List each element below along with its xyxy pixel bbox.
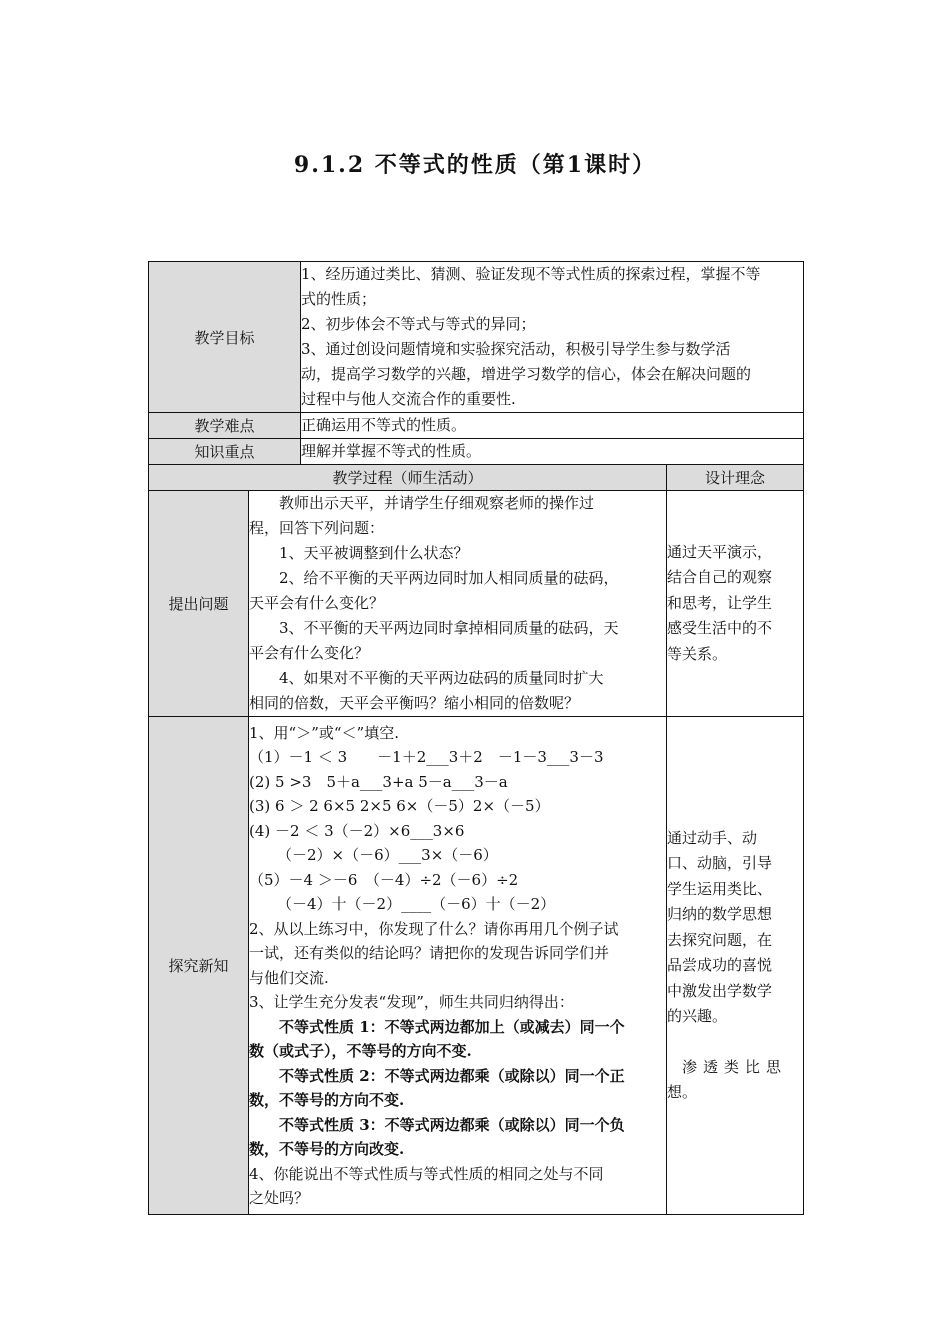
question-line: 教师出示天平，并请学生仔细观察老师的操作过 xyxy=(279,494,595,512)
idea-line: 品尝成功的喜悦 xyxy=(667,956,773,974)
process-header: 教学过程（师生活动） xyxy=(149,465,667,491)
property-line: 数，不等号的方向改变. xyxy=(249,1140,405,1158)
idea-line: 渗透类比思 xyxy=(682,1057,788,1076)
objective-line: 式的性质； xyxy=(301,290,377,308)
idea-line: 通过动手、动 xyxy=(667,828,758,847)
lesson-plan-table xyxy=(148,261,804,1215)
idea-line: 想。 xyxy=(667,1083,698,1101)
page-title: 9.1.2 不等式的性质（第1课时） xyxy=(293,152,657,178)
keypoint-row xyxy=(149,439,804,465)
difficulty-label: 教学难点 xyxy=(149,413,301,439)
keypoint-label: 知识重点 xyxy=(149,439,301,465)
idea-line: 通过天平演示， xyxy=(667,542,773,561)
section-content-questions xyxy=(249,491,667,717)
idea-line: 中激发出学数学 xyxy=(667,981,773,1000)
question-line: 2、给不平衡的天平两边同时加人相同质量的砝码， xyxy=(279,569,619,587)
objective-line: 2、初步体会不等式与等式的异同； xyxy=(301,315,536,333)
explore-line: 之处吗？ xyxy=(249,1189,310,1207)
objective-line: 过程中与他人交流合作的重要性. xyxy=(301,390,516,408)
explore-line: 与他们交流. xyxy=(249,968,329,987)
property-line: 数，不等号的方向不变. xyxy=(249,1091,405,1109)
idea-spacer xyxy=(667,1030,803,1055)
explore-line: (2) 5 >3 5＋a___3+a 5－a___3－a xyxy=(249,772,508,791)
property-line: 不等式性质 2：不等式两边都乘（或除以）同一个正 xyxy=(279,1066,625,1085)
difficulty-row xyxy=(149,413,804,439)
objectives-label: 教学目标 xyxy=(149,262,301,413)
question-line: 程，回答下列问题： xyxy=(249,519,385,537)
idea-line: 归纳的数学思想 xyxy=(667,905,773,923)
question-line: 天平会有什么变化？ xyxy=(249,594,385,612)
keypoint-text: 理解并掌握不等式的性质。 xyxy=(301,439,804,465)
idea-line: 和思考，让学生 xyxy=(667,593,773,612)
explore-line: (4) －2 ＜ 3（－2）×6___3×6 xyxy=(249,821,465,840)
idea-line: 口、动脑，引导 xyxy=(667,854,773,872)
explore-line: （5）－4 ＞－6 （－4）÷2（－6）÷2 xyxy=(249,870,519,889)
process-header-row xyxy=(149,465,804,491)
section-row-explore xyxy=(149,717,804,1215)
question-line: 相同的倍数，天平会平衡吗？缩小相同的倍数呢？ xyxy=(249,694,580,712)
objective-line: 1、经历通过类比、猜测、验证发现不等式性质的探索过程，掌握不等 xyxy=(301,265,761,283)
section-row-questions xyxy=(149,491,804,717)
explore-line: （－2）×（－6）___3×（－6） xyxy=(277,846,498,864)
explore-line: 一试，还有类似的结论吗？请把你的发现告诉同学们并 xyxy=(249,944,610,962)
objective-line: 动，提高学习数学的兴趣，增进学习数学的信心，体会在解决问题的 xyxy=(301,365,752,383)
section-content-explore xyxy=(249,717,667,1215)
explore-line: （－4）十（－2）____（－6）十（－2） xyxy=(277,895,556,913)
idea-line: 去探究问题，在 xyxy=(667,930,773,949)
property-line: 数（或式子），不等号的方向不变. xyxy=(249,1042,472,1060)
explore-line: 3、让学生充分发表“发现”，师生共同归纳得出： xyxy=(249,993,574,1011)
idea-line: 等关系。 xyxy=(667,644,728,663)
question-line: 平会有什么变化？ xyxy=(249,644,370,662)
design-idea-questions xyxy=(667,491,804,717)
idea-line: 感受生活中的不 xyxy=(667,619,773,638)
difficulty-text: 正确运用不等式的性质。 xyxy=(301,413,804,439)
section-label-questions: 提出问题 xyxy=(149,491,249,717)
property-line: 不等式性质 3：不等式两边都乘（或除以）同一个负 xyxy=(279,1115,625,1134)
objectives-content xyxy=(301,262,804,413)
section-label-explore: 探究新知 xyxy=(149,717,249,1215)
explore-line: (3) 6 ＞ 2 6×5 2×5 6×（－5）2×（－5） xyxy=(249,797,550,815)
explore-line: 2、从以上练习中，你发现了什么？请你再用几个例子试 xyxy=(249,919,619,938)
objectives-row xyxy=(149,262,804,413)
idea-line: 学生运用类比、 xyxy=(667,879,773,898)
objective-line: 3、通过创设问题情境和实验探究活动，积极引导学生参与数学活 xyxy=(301,340,731,358)
idea-line: 的兴趣。 xyxy=(667,1007,728,1025)
property-line: 不等式性质 1：不等式两边都加上（或减去）同一个 xyxy=(279,1017,625,1036)
explore-line: （1）－1 ＜ 3 －1＋2___3＋2 －1－3___3－3 xyxy=(249,748,604,766)
question-line: 1、天平被调整到什么状态？ xyxy=(279,544,469,562)
idea-line: 结合自己的观察 xyxy=(667,568,773,587)
question-line: 3、不平衡的天平两边同时拿掉相同质量的砝码，天 xyxy=(279,619,619,637)
question-line: 4、如果对不平衡的天平两边砝码的质量同时扩大 xyxy=(279,669,604,687)
concept-header: 设计理念 xyxy=(667,465,804,491)
explore-line: 1、用“＞”或“＜”填空. xyxy=(249,723,399,742)
design-idea-explore xyxy=(667,717,804,1215)
explore-line: 4、你能说出不等式性质与等式性质的相同之处与不同 xyxy=(249,1164,604,1183)
